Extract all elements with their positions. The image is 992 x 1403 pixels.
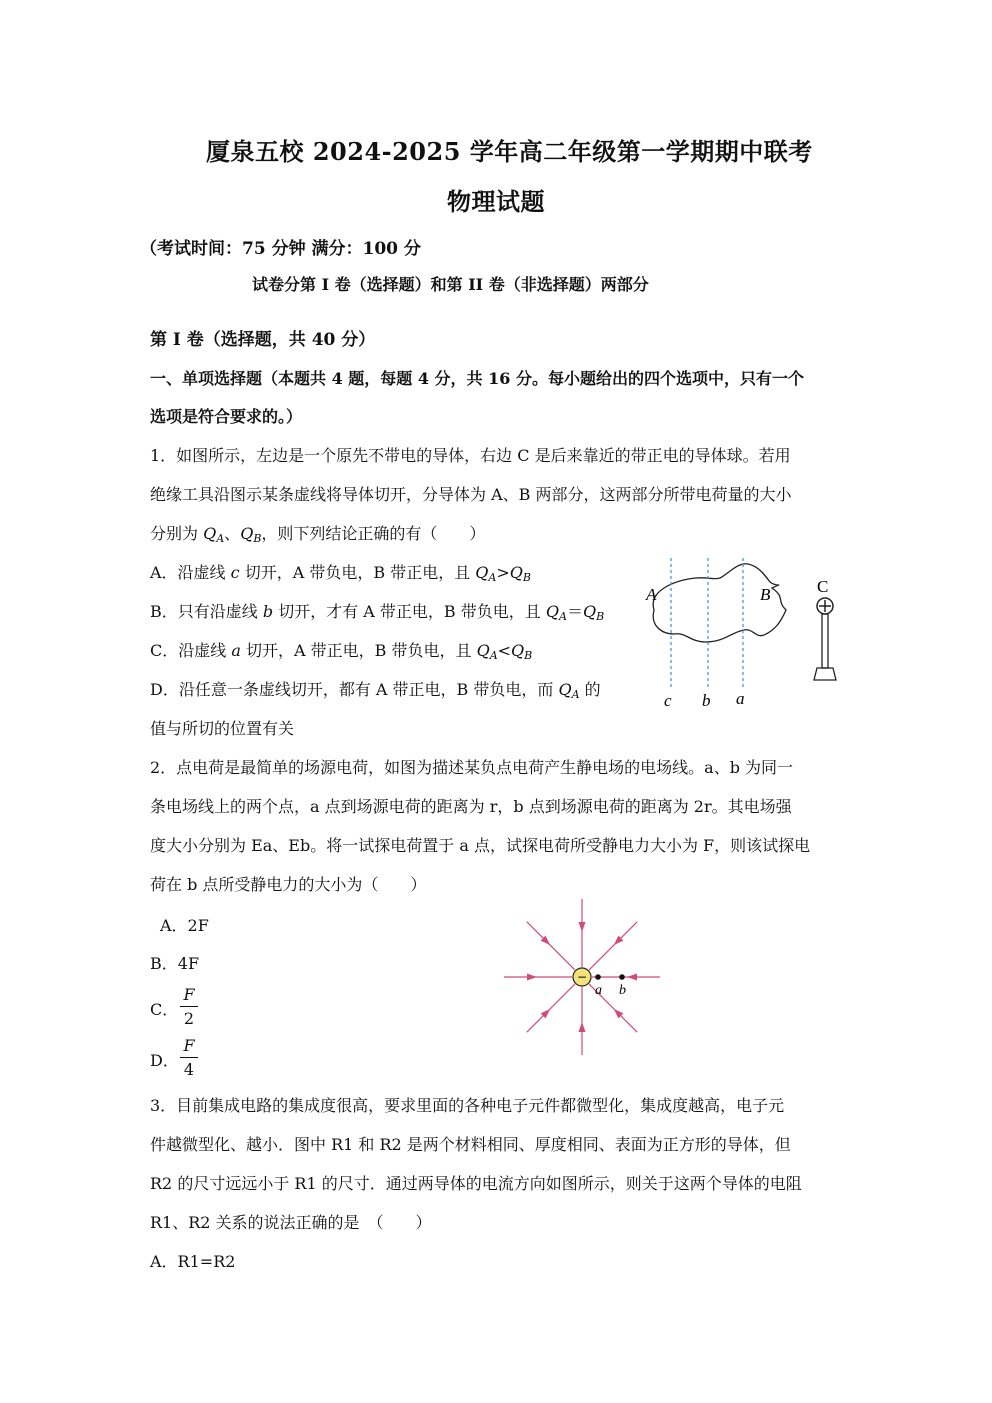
subject-title: 物理试题	[447, 187, 545, 216]
part-instructions-2: 选项是符合要求的。）	[150, 407, 303, 426]
q3-stem-line1: 3．目前集成电路的集成度很高，要求里面的各种电子元件都微型化，集成度越高，电子元	[150, 1096, 785, 1115]
label-B: B	[760, 585, 771, 604]
q3-stem-line4: R1、R2 关系的说法正确的是 （ ）	[150, 1213, 432, 1232]
exam-title: 厦泉五校 2024-2025 学年高二年级第一学期期中联考	[206, 137, 813, 166]
q1-option-d-line2: 值与所切的位置有关	[150, 719, 295, 738]
q2-option-b: B．4F	[150, 954, 200, 973]
q2-stem-line1: 2．点电荷是最简单的场源电荷，如图为描述某负点电荷产生静电场的电场线。a、b 为同一	[150, 758, 794, 777]
field-line	[527, 922, 575, 970]
point-a-label: a	[595, 983, 602, 998]
q2-option-d-fraction: F 4	[180, 1036, 198, 1079]
field-arrow	[579, 1022, 586, 1032]
field-arrow	[627, 974, 637, 981]
label-A: A	[646, 585, 657, 604]
q2-option-c-fraction: F 2	[180, 985, 198, 1028]
point-b	[619, 974, 625, 980]
field-arrow	[579, 922, 586, 932]
stand-base	[814, 668, 836, 680]
q1-conductor-figure	[636, 550, 866, 715]
q3-option-a: A．R1=R2	[150, 1252, 236, 1271]
q2-option-a: A．2F	[160, 916, 209, 935]
section-title: 第 I 卷（选择题，共 40 分）	[150, 330, 376, 350]
q1-option-a: A．沿虚线 c 切开，A 带负电，B 带正电，且 $Q_A>Q_B$	[150, 563, 531, 584]
label-b: b	[702, 691, 711, 710]
field-line	[527, 984, 575, 1032]
point-b-label: b	[619, 983, 626, 998]
q2-option-d-label: D．	[150, 1051, 179, 1070]
point-a	[595, 974, 601, 980]
q2-field-lines-figure	[500, 895, 665, 1060]
q1-stem-line3: 分别为 $Q_A$、$Q_B$，则下列结论正确的有（ ）	[150, 524, 486, 545]
charge-sign: −	[576, 970, 588, 984]
label-c: c	[664, 691, 672, 710]
insulating-stand	[822, 614, 828, 668]
q1-option-b: B．只有沿虚线 b 切开，才有 A 带正电，B 带负电，且 $Q_A=Q_B$	[150, 602, 605, 623]
q2-stem-line2: 条电场线上的两个点，a 点到场源电荷的距离为 r，b 点到场源电荷的距离为 2r。其电场强	[150, 797, 792, 816]
q1-option-c: C．沿虚线 a 切开，A 带正电，B 带负电，且 $Q_A<Q_B$	[150, 641, 533, 662]
field-line	[589, 922, 637, 970]
q1-stem-line1: 1．如图所示，左边是一个原先不带电的导体，右边 C 是后来靠近的带正电的导体球。若用	[150, 446, 791, 465]
paper-structure: 试卷分第 I 卷（选择题）和第 II 卷（非选择题）两部分	[252, 275, 649, 294]
q3-stem-line2: 件越微型化、越小．图中 R1 和 R2 是两个材料相同、厚度相同、表面为正方形的导体，但	[150, 1135, 791, 1154]
q3-stem-line3: R2 的尺寸远远小于 R1 的尺寸．通过两导体的电流方向如图所示，则关于这两个导体的电阻	[150, 1174, 802, 1193]
q2-stem-line4: 荷在 b 点所受静电力的大小为（ ）	[150, 875, 427, 894]
q1-option-d: D．沿任意一条虚线切开，都有 A 带正电，B 带负电，而 $Q_A$ 的	[150, 680, 601, 701]
field-arrow	[527, 974, 537, 981]
part-instructions-1: 一、单项选择题（本题共 4 题，每题 4 分，共 16 分。每小题给出的四个选项中，只有一个	[150, 369, 804, 388]
q1-stem-line2: 绝缘工具沿图示某条虚线将导体切开，分导体为 A、B 两部分，这两部分所带电荷量的大小	[150, 485, 792, 504]
exam-info: （考试时间：75 分钟 满分：100 分	[140, 239, 421, 259]
label-C: C	[817, 577, 829, 596]
q2-stem-line3: 度大小分别为 Ea、Eb。将一试探电荷置于 a 点，试探电荷所受静电力大小为 F，则该试探电	[150, 836, 811, 855]
q2-option-c-label: C．	[150, 1000, 179, 1019]
label-a: a	[736, 689, 745, 708]
